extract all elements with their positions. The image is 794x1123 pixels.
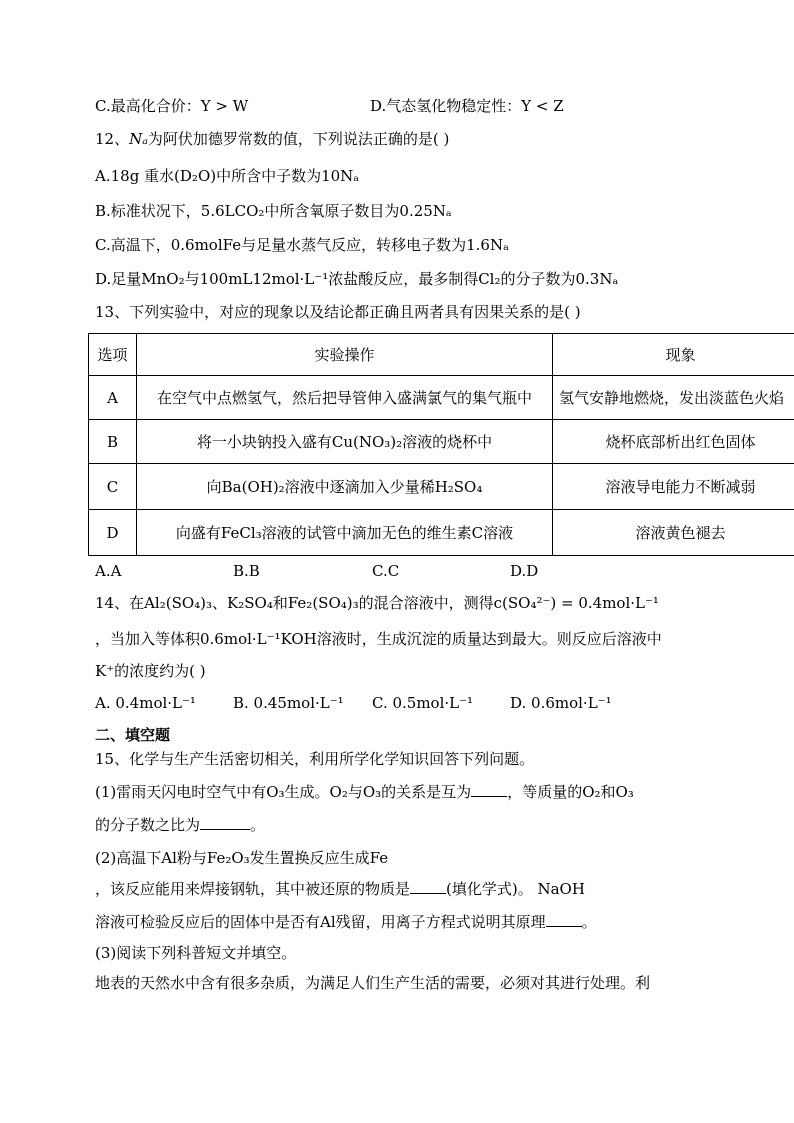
table-cell-phenomenon: 氢气安静地燃烧，发出淡蓝色火焰 [553, 376, 794, 420]
q13-stem: 13、下列实验中，对应的现象以及结论都正确且两者具有因果关系的是( ) [95, 303, 581, 321]
answer-blank [200, 815, 250, 830]
q15-part2-text-d: 溶液可检验反应后的固体中是否有Al残留，用离子方程式说明其原理 [95, 913, 546, 931]
q11-option-d: D.气态氢化物稳定性：Y < Z [370, 97, 564, 115]
q12-number: 12、 [95, 130, 130, 148]
q14-option-a: A. 0.4mol·L⁻¹ [95, 694, 196, 712]
table-cell-option: A [89, 376, 137, 420]
q15-part1-line2 [95, 814, 265, 836]
q15-part1-text-a: (1)雷雨天闪电时空气中有O₃生成。O₂与O₃的关系是互为 [95, 783, 472, 801]
q11-option-c: C.最高化合价：Y > W [95, 97, 249, 115]
q15-part3-text: 地表的天然水中含有很多杂质，为满足人们生产生活的需要，必须对其进行处理。利 [95, 974, 651, 992]
q12-option-d: D.足量MnO₂与100mL12mol·L⁻¹浓盐酸反应，最多制得Cl₂的分子数为0.3Nₐ [95, 270, 619, 288]
q15-part2-line3 [95, 911, 597, 933]
q13-option-d: D.D [510, 562, 539, 580]
q12-option-a: A.18g 重水(D₂O)中所含中子数为10Nₐ [95, 167, 360, 185]
q15-part1-text-d: 。 [250, 816, 266, 834]
q13-option-a: A.A [95, 562, 122, 580]
q15-part3-title: (3)阅读下列科普短文并填空。 [95, 944, 297, 962]
table-cell-operation: 在空气中点燃氢气，然后把导管伸入盛满氯气的集气瓶中 [137, 376, 553, 420]
q15-stem: 15、化学与生产生活密切相关，利用所学化学知识回答下列问题。 [95, 750, 535, 768]
q12-stem [95, 128, 449, 150]
table-row [89, 464, 794, 510]
table-row [89, 510, 794, 556]
q15-part1-text-b: ，等质量的O₂和O₃ [507, 783, 634, 801]
q13-option-b: B.B [233, 562, 260, 580]
answer-blank [546, 912, 582, 927]
table-cell-phenomenon: 烧杯底部析出红色固体 [553, 420, 794, 464]
q15-part2-text-b: ，该反应能用来焊接钢轨，其中被还原的物质是 [95, 880, 411, 898]
table-cell-phenomenon: 溶液黄色褪去 [553, 510, 794, 556]
table-header-operation: 实验操作 [137, 334, 553, 376]
q14-option-c: C. 0.5mol·L⁻¹ [372, 694, 474, 712]
q15-part2-text-e: 。 [581, 913, 597, 931]
table-header-phenomenon: 现象 [553, 334, 794, 376]
q15-part2-line2 [95, 878, 585, 900]
q12-option-b: B.标准状况下，5.6LCO₂中所含氧原子数目为0.25Nₐ [95, 202, 452, 220]
table-cell-option: C [89, 464, 137, 510]
q15-part2-line1: (2)高温下Al粉与Fe₂O₃发生置换反应生成Fe [95, 849, 389, 867]
q14-stem-line2: ，当加入等体积0.6mol·L⁻¹KOH溶液时，生成沉淀的质量达到最大。则反应后溶液中 [95, 630, 662, 648]
section-heading: 二、填空题 [95, 726, 171, 744]
na-symbol: Nₐ [129, 130, 148, 148]
q15-part2-text-c: (填化学式)。 NaOH [446, 880, 585, 898]
q14-stem-line3: K⁺的浓度约为( ) [95, 662, 206, 680]
q13-option-c: C.C [372, 562, 400, 580]
table-header-row [89, 334, 794, 376]
q14-stem-line1: 14、在Al₂(SO₄)₃、K₂SO₄和Fe₂(SO₄)₃的混合溶液中，测得c(SO₄²⁻) = 0.4mol·L⁻¹ [95, 594, 659, 612]
table-cell-option: D [89, 510, 137, 556]
answer-blank [410, 879, 446, 894]
q12-option-c: C.高温下，0.6molFe与足量水蒸气反应，转移电子数为1.6Nₐ [95, 236, 509, 254]
table-cell-option: B [89, 420, 137, 464]
q15-part1-line1 [95, 781, 634, 803]
table-header-option: 选项 [89, 334, 137, 376]
q14-option-b: B. 0.45mol·L⁻¹ [233, 694, 344, 712]
q14-option-d: D. 0.6mol·L⁻¹ [510, 694, 612, 712]
table-cell-phenomenon: 溶液导电能力不断减弱 [553, 464, 794, 510]
table-cell-operation: 将一小块钠投入盛有Cu(NO₃)₂溶液的烧杯中 [137, 420, 553, 464]
experiment-table [88, 333, 794, 556]
table-row [89, 420, 794, 464]
q12-stem-text: 为阿伏加德罗常数的值，下列说法正确的是( ) [147, 130, 450, 148]
table-row [89, 376, 794, 420]
q15-part1-text-c: 的分子数之比为 [95, 816, 201, 834]
answer-blank [471, 782, 507, 797]
table-cell-operation: 向盛有FeCl₃溶液的试管中滴加无色的维生素C溶液 [137, 510, 553, 556]
table-cell-operation: 向Ba(OH)₂溶液中逐滴加入少量稀H₂SO₄ [137, 464, 553, 510]
